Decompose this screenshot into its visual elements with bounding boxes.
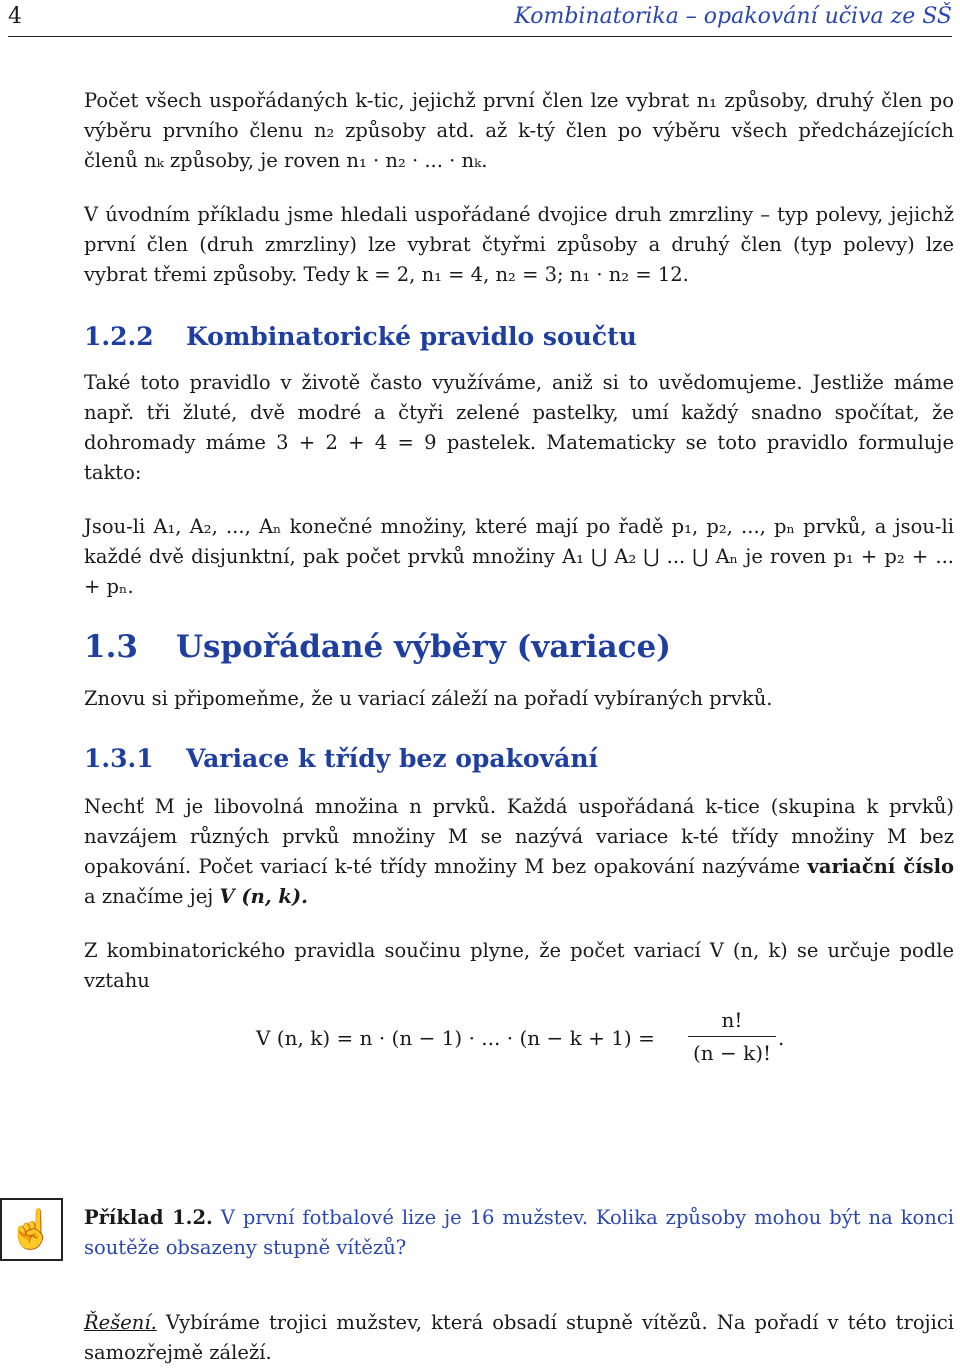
formula-fraction [688,1006,776,1067]
running-title: Kombinatorika – opakování učiva ze SŠ [514,4,952,29]
section-title: Variace k třídy bez opakování [186,744,598,773]
solution-text: Vybíráme trojici mužstev, která obsadí stupně vítězů. Na pořadí v této trojici samozřejmě záleží. [84,1311,954,1364]
main-content [84,86,954,1076]
definition-text: Nechť M je libovolná množina n prvků. Každá uspořádaná k-tice (skupina k prvků) navzájem různých prvků množiny M se nazývá variace k-té třídy množiny M bez opakování. Počet variací k-té třídy množiny M bez opakování nazýváme [84,795,954,878]
variation-formula [84,1006,954,1076]
example-label: Příklad 1.2. [84,1206,213,1229]
section-title: Uspořádané výběry (variace) [176,629,671,665]
term-variation-number: variační číslo [807,855,955,878]
section-number: 1.2.2 [84,322,154,351]
paragraph-formula-intro: Z kombinatorického pravidla součinu plyne, že počet variací V (n, k) se určuje podle vztahu [84,939,954,992]
page-header [8,0,952,37]
solution-block [84,1308,954,1368]
hand-pointer-icon: ☝ [0,1198,63,1261]
formula-end: . [778,1026,785,1050]
section-number: 1.3.1 [84,744,154,773]
paragraph-variation-definition [84,792,954,912]
solution-label: Řešení. [84,1311,157,1334]
fraction-denominator: (n − k)! [692,1041,772,1065]
paragraph-product-rule: Počet všech uspořádaných k-tic, jejichž první člen lze vybrat n₁ způsoby, druhý člen po výběru prvního členu n₂ způsoby atd. až k-tý člen po výběru všech předcházejících členů nₖ způsoby, je roven n₁ · n₂ · ... · nₖ. [84,89,954,172]
section-title: Kombinatorické pravidlo součtu [186,322,637,351]
definition-text-2: a značíme jej [84,885,220,908]
example-block [84,1203,954,1263]
paragraph-sum-rule: Také toto pravidlo v životě často využíváme, aniž si to uvědomujeme. Jestliže máme např. tři žluté, dvě modré a čtyři zelené pastelky, umí každý snadno spočítat, že dohromady máme 3 + 2 + 4 = 9 pastelek. Matematicky se toto pravidlo formuluje takto: [84,371,954,484]
paragraph-variation-reminder: Znovu si připomeňme, že u variací záleží na pořadí vybíraných prvků. [84,687,773,710]
section-heading-1-3 [84,626,954,668]
paragraph-intro-example: V úvodním příkladu jsme hledali uspořádané dvojice druh zmrzliny – typ polevy, jejichž první člen (druh zmrzliny) lze vybrat čtyřmi způsoby a druhý člen (typ polevy) lze vybrat třemi způsoby. Tedy k = 2, n₁ = 4, n₂ = 3; n₁ · n₂ = 12. [84,203,954,286]
section-number: 1.3 [84,629,138,665]
term-notation: V (n, k). [219,885,308,908]
section-heading-1-3-1 [84,742,954,776]
fraction-numerator: n! [721,1008,743,1032]
formula-lhs: V (n, k) = n · (n − 1) · ... · (n − k + 1) = [256,1026,655,1050]
paragraph-sum-rule-statement: Jsou-li A₁, A₂, ..., Aₙ konečné množiny, které mají po řadě p₁, p₂, ..., pₙ prvků, a jsou-li každé dvě disjunktní, pak počet prvků množiny A₁ ⋃ A₂ ⋃ ... ⋃ Aₙ je roven p₁ + p₂ + ... + pₙ. [84,515,954,598]
page-number: 4 [8,4,22,29]
example-text: V první fotbalové lize je 16 mužstev. Kolika způsoby mohou být na konci soutěže obsazeny stupně vítězů? [84,1206,954,1259]
section-heading-1-2-2 [84,320,954,354]
